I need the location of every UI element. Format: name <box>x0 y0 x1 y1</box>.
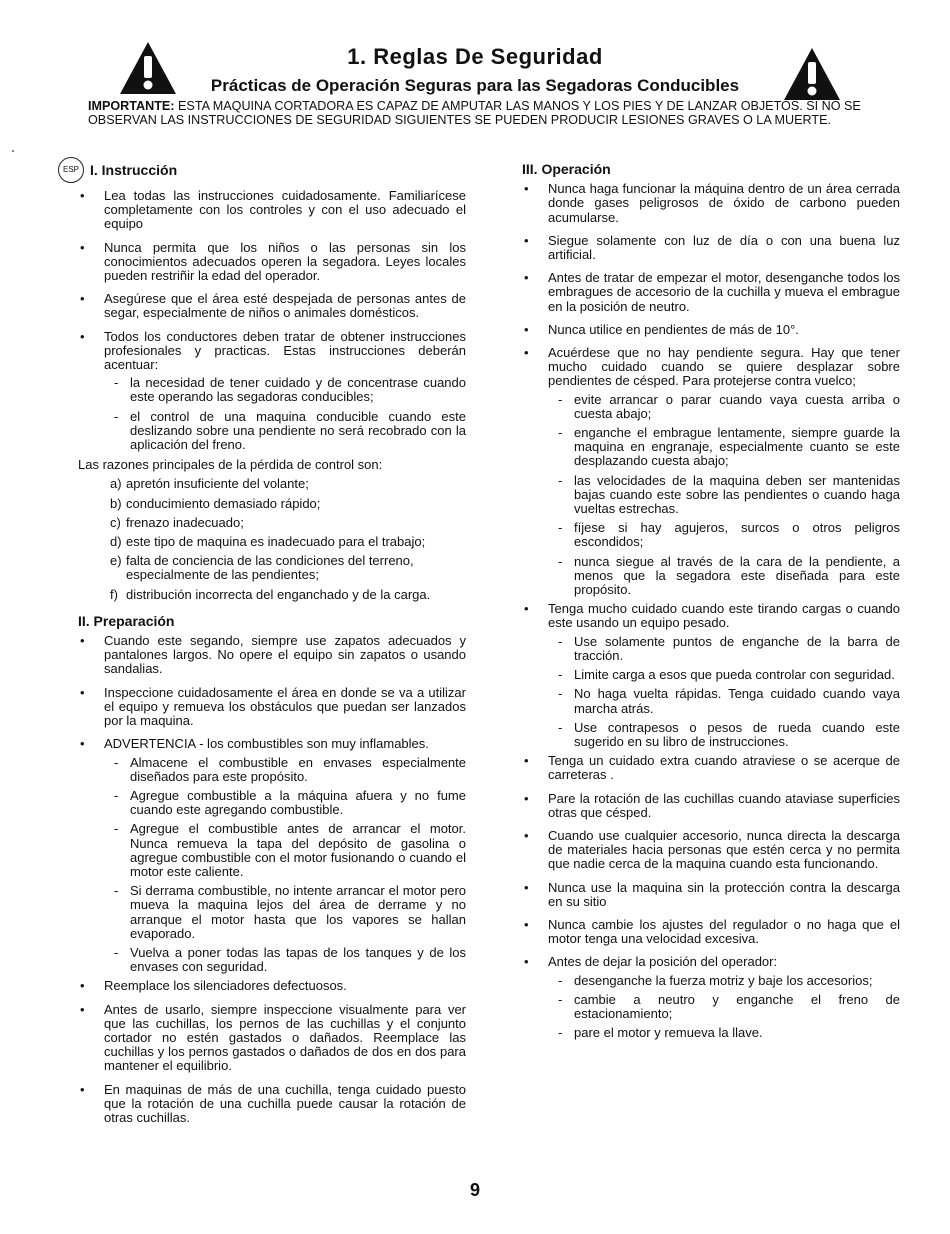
sub-list-item: - Limite carga a esos que pueda controlar con seguridad. <box>522 668 900 682</box>
list-item: • Nunca permita que los niños o las personas sin los conocimientos adecuados operen la segadora. Leyes locales pueden restriñir la edad del operador. <box>78 241 466 284</box>
reason-item: c) frenazo inadecuado; <box>110 514 244 530</box>
list-item: • Antes de tratar de empezar el motor, desenganche todos los embragues de accesorio de la cuchilla y mueva el embrague en la posición de neutro. <box>522 271 900 314</box>
language-badge-icon: ESP <box>58 157 84 183</box>
sub-list-item: - enganche el embrague lentamente, siempre guarde la maquina en engranaje, especialmente cuanto se este desplazando cuesta abajo; <box>522 426 900 469</box>
list-item: • Pare la rotación de las cuchillas cuando ataviase superficies otras que césped. <box>522 792 900 820</box>
sub-list-item: - Agregue el combustible antes de arrancar el motor. Nunca remueva la tapa del depósito de gasolina o agregue combustible con el motor fusionando o cuando el motor este caliente. <box>78 822 466 879</box>
sub-list-item: - Almacene el combustible en envases especialmente diseñados para este propósito. <box>78 756 466 784</box>
important-notice <box>88 99 900 127</box>
sub-list-item: - Vuelva a poner todas las tapas de los tanques y de los envases con seguridad. <box>78 946 466 974</box>
list-item: • Asegúrese que el área esté despejada de personas antes de segar, especialmente de niños o animales domésticos. <box>78 292 466 320</box>
sub-list-item: - Agregue combustible a la máquina afuera y no fume cuando este agregando combustible. <box>78 789 466 817</box>
list-item: • Siegue solamente con luz de día o con una buena luz artificial. <box>522 234 900 262</box>
section-operacion-title: III. Operación <box>522 161 611 177</box>
list-item: • Nunca haga funcionar la máquina dentro de un área cerrada donde gases peligrosos de óxido de carbono pueden acumularse. <box>522 182 900 225</box>
sub-list-item: - la necesidad de tener cuidado y de concentrase cuando este operando las segadoras conducibles; <box>78 376 466 404</box>
left-column <box>62 157 466 1134</box>
reason-item: e) falta de conciencia de las condiciones del terreno, especialmente de las pendientes; <box>110 553 414 583</box>
sub-list-item: - el control de una maquina conducible cuando este deslizando sobre una pendiente no será recobrado con la aplicación del freno. <box>78 410 466 453</box>
page-number: 9 <box>469 1180 480 1200</box>
important-text: ESTA MAQUINA CORTADORA ES CAPAZ DE AMPUTAR LAS MANOS Y LOS PIES Y DE LANZAR OBJETOS. SI NO SE OBSERVAN LAS INSTRUCCIONES DE SEGURIDAD SIGUIENTES SE PUEDEN PRODUCIR LESIONES GRAVES O LA MUERTE. <box>88 99 861 127</box>
sub-list-item: - las velocidades de la maquina deben ser mantenidas bajas cuando este sobre las pendientes o cuando haga vueltas estrechas. <box>522 474 900 517</box>
list-item: • Cuando este segando, siempre use zapatos adecuados y pantalones largos. No opere el equipo sin zapatos o usando sandalias. <box>78 634 466 677</box>
section-instruccion-title: ESP I. Instrucción <box>78 157 466 183</box>
reason-item: f) distribución incorrecta del enganchado y de la carga. <box>110 586 431 602</box>
list-item: • Nunca cambie los ajustes del regulador o no haga que el motor tenga una velocidad excesiva. <box>522 918 900 946</box>
sub-list-item: - fíjese si hay agujeros, surcos o otros peligros escondidos; <box>522 521 900 549</box>
list-item: • Todos los conductores deben tratar de obtener instrucciones profesionales y practicas. Estas instrucciones deberán acentuar: <box>78 330 466 373</box>
sub-list-item: - pare el motor y remueva la llave. <box>522 1026 900 1040</box>
reason-item: d) este tipo de maquina es inadecuado para el trabajo; <box>110 534 426 550</box>
reasons-intro: Las razones principales de la pérdida de control son: <box>78 457 383 473</box>
list-item: • Nunca use la maquina sin la protección contra la descarga en su sitio <box>522 881 900 909</box>
right-column <box>522 162 900 1045</box>
list-item: • Antes de usarlo, siempre inspeccione visualmente para ver que las cuchillas, los pernos de las cuchillas y el conjunto cortador no estén gastados o dañados. Reemplace las cuchillas y los pernos gastados o dañados de dos en dos para mantener el equilibrio. <box>78 1003 466 1074</box>
important-label: IMPORTANTE: <box>88 99 175 113</box>
list-item: • Cuando use cualquier accesorio, nunca directa la descarga de materiales hacia personas que estén cerca y no permita que nadie cerca de la maquina cuando esta funcionando. <box>522 829 900 872</box>
sub-list-item: - No haga vuelta rápidas. Tenga cuidado cuando vaya marcha atrás. <box>522 687 900 715</box>
list-item: • Acuérdese que no hay pendiente segura. Hay que tener mucho cuidado cuando se quiere desplazar sobre pendientes de césped. Para protejerse contra vuelco; <box>522 346 900 389</box>
section-preparacion-title: II. Preparación <box>78 612 175 629</box>
list-item: • Lea todas las instrucciones cuidadosamente. Familiarícese completamente con los controles y con el uso adecuado el equipo <box>78 189 466 232</box>
list-item: • Nunca utilice en pendientes de más de 10°. <box>522 323 900 337</box>
list-item: • En maquinas de más de una cuchilla, tenga cuidado puesto que la rotación de una cuchilla puede causar la rotación de otras cuchillas. <box>78 1083 466 1126</box>
sub-list-item: - cambie a neutro y enganche el freno de estacionamiento; <box>522 993 900 1021</box>
page-subtitle: Prácticas de Operación Seguras para las Segadoras Conducibles <box>210 76 740 95</box>
list-item: • Tenga mucho cuidado cuando este tirando cargas o cuando este usando un equipo pesado. <box>522 602 900 630</box>
list-item: • Tenga un cuidado extra cuando atraviese o se acerque de carreteras . <box>522 754 900 782</box>
sub-list-item: - Si derrama combustible, no intente arrancar el motor pero mueva la maquina lejos del área de derrame y no arranque el motor hasta que los vapores se hallan evaporado. <box>78 884 466 941</box>
margin-mark <box>12 150 14 152</box>
list-item: • Reemplace los silenciadores defectuosos. <box>78 979 466 993</box>
page-title: 1. Reglas De Seguridad <box>347 44 603 69</box>
reason-item: a) apretón insuficiente del volante; <box>110 476 309 492</box>
list-item: • Antes de dejar la posición del operador: <box>522 955 900 969</box>
list-item: • ADVERTENCIA - los combustibles son muy inflamables. <box>78 737 466 751</box>
sub-list-item: - Use solamente puntos de enganche de la barra de tracción. <box>522 635 900 663</box>
sub-list-item: - Use contrapesos o pesos de rueda cuando este sugerido en su libro de instrucciones. <box>522 721 900 749</box>
list-item: • Inspeccione cuidadosamente el área en donde se va a utilizar el equipo y remueva los obstáculos que puedan ser lanzados por la maquina. <box>78 686 466 729</box>
sub-list-item: - desenganche la fuerza motriz y baje los accesorios; <box>522 974 900 988</box>
reason-item: b) conducimiento demasiado rápido; <box>110 495 321 511</box>
sub-list-item: - evite arrancar o parar cuando vaya cuesta arriba o cuesta abajo; <box>522 393 900 421</box>
sub-list-item: - nunca siegue al través de la cara de la pendiente, a menos que la segadora este diseñada para este propósito. <box>522 555 900 598</box>
